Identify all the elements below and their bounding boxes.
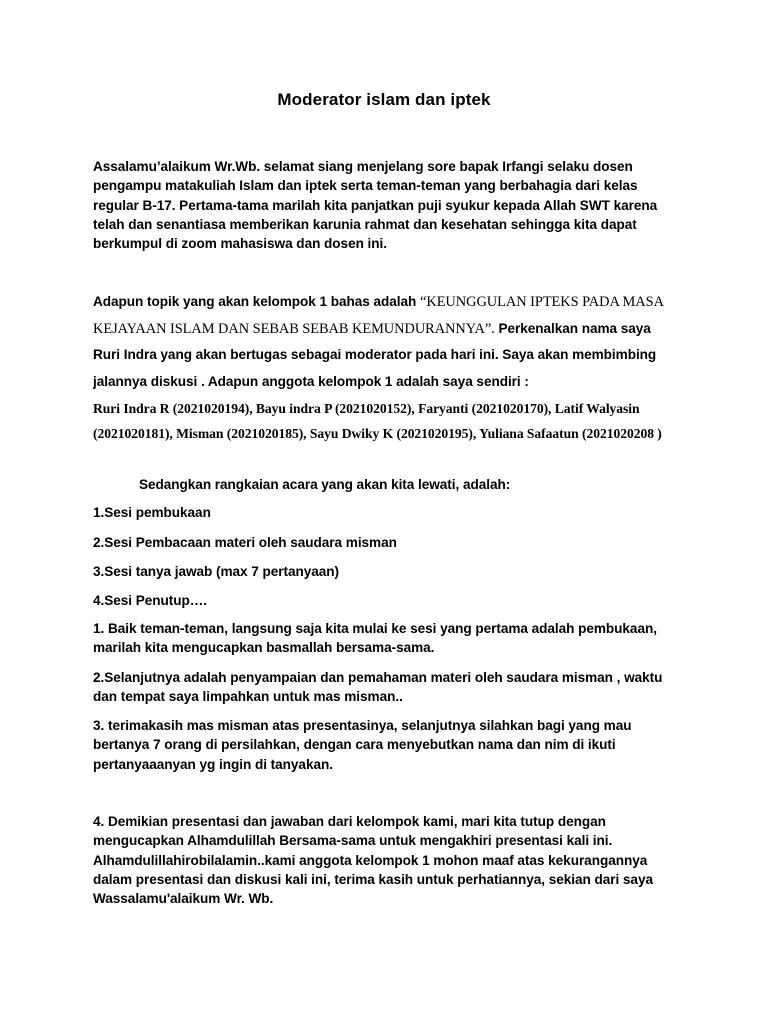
agenda-item: 1.Sesi pembukaan [93, 505, 211, 520]
session-paragraph: 1. Baik teman-teman, langsung saja kita mulai ke sesi yang pertama adalah pembukaan, marilah kita mengucapkan basmallah bersama-sama. [93, 621, 657, 656]
topic-intro: Adapun topik yang akan kelompok 1 bahas adalah [93, 294, 421, 309]
document-title: Moderator islam dan iptek [277, 90, 491, 109]
session-paragraph: 3. terimakasih mas misman atas presentasinya, selanjutnya silahkan bagi yang mau bertanya 7 orang di persilahkan, dengan cara menyebutkan nama dan nim di ikuti pertanyaaanyan yg ingin di tanyakan. [93, 718, 632, 772]
agenda-item: 4.Sesi Penutup…. [93, 593, 208, 608]
session-paragraph: 2.Selanjutnya adalah penyampaian dan pemahaman materi oleh saudara misman , waktu dan tempat saya limpahkan untuk mas misman.. [93, 670, 663, 705]
members-list: Ruri Indra R (2021020194), Bayu indra P (2021020152), Faryanti (2021020170), Latif Walyasin (2021020181), Misman (2021020185), Sayu Dwiky K (2021020195), Yuliana Safaatun (2021020208 ) [93, 401, 662, 441]
agenda-intro: Sedangkan rangkaian acara yang akan kita lewati, adalah: [139, 477, 511, 492]
topic-title: “KEUNGGULAN IPTEKS PADA MASA KEJAYAAN ISLAM DAN SEBAB SEBAB KEMUNDURANNYA”. [93, 294, 664, 337]
agenda-item: 3.Sesi tanya jawab (max 7 pertanyaan) [93, 564, 339, 579]
topic-paragraph [93, 289, 675, 395]
session-paragraph: 4. Demikian presentasi dan jawaban dari kelompok kami, mari kita tutup dengan mengucapkan Alhamdulillah Bersama-sama untuk mengakhiri presentasi kali ini. Alhamdulillahirobilalamin..kami anggota kelompok 1 mohon maaf atas kekurangannya dalam presentasi dan diskusi kali ini, terima kasih untuk perhatiannya, sekian dari saya Wassalamu'alaikum Wr. Wb. [93, 814, 653, 907]
opening-paragraph: Assalamu’alaikum Wr.Wb. selamat siang menjelang sore bapak Irfangi selaku dosen pengampu matakuliah Islam dan iptek serta teman-teman yang berbahagia dari kelas regular B-17. Pertama-tama marilah kita panjatkan puji syukur kepada Allah SWT karena telah dan senantiasa memberikan karunia rahmat dan kesehatan sehingga kita dapat berkumpul di zoom mahasiswa dan dosen ini. [93, 159, 658, 252]
topic-rest: Perkenalkan nama saya Ruri Indra yang akan bertugas sebagai moderator pada hari ini. Saya akan membimbing jalannya diskusi . Adapun anggota kelompok 1 adalah saya sendiri : [93, 320, 657, 389]
agenda-item: 2.Sesi Pembacaan materi oleh saudara misman [93, 535, 397, 550]
